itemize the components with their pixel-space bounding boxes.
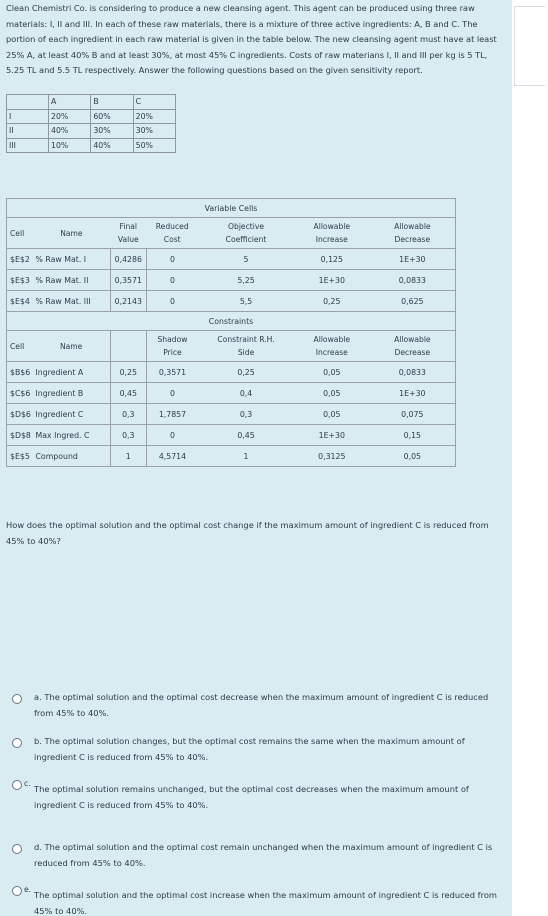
composition-cell: 30% xyxy=(91,124,133,139)
header-final-blank xyxy=(110,331,146,362)
row-cell: $E$5 xyxy=(7,446,33,467)
composition-row xyxy=(7,138,176,153)
row-cell: $B$6 xyxy=(7,362,33,383)
row-increase: 1E+30 xyxy=(294,270,370,291)
constraint-row xyxy=(7,425,456,446)
variable-row xyxy=(7,270,456,291)
header-rhs-line1: Constraint R.H. xyxy=(217,335,275,344)
composition-cell: II xyxy=(7,124,49,139)
header-cell: Cell xyxy=(7,218,33,249)
row-final: 0,3 xyxy=(110,425,146,446)
option-letter: e. xyxy=(24,885,32,894)
option-text: The optimal solution and the optimal cost increase when the maximum amount of ingredient C is reduced from 45% to 40%. xyxy=(34,890,497,916)
header-decrease xyxy=(370,331,456,362)
radio-button[interactable] xyxy=(12,738,22,748)
constraint-row xyxy=(7,362,456,383)
row-decrease: 0,15 xyxy=(370,425,456,446)
variable-cells-title-row xyxy=(7,199,456,218)
option-letter: c. xyxy=(24,779,31,788)
row-rhs: 0,3 xyxy=(198,404,294,425)
header-objective xyxy=(198,218,294,249)
constraints-title-row xyxy=(7,312,456,331)
header-reduced xyxy=(146,218,198,249)
option-a-content xyxy=(34,690,500,721)
row-decrease: 0,05 xyxy=(370,446,456,467)
option-b-content xyxy=(34,734,500,765)
constraint-row xyxy=(7,446,456,467)
composition-cell: 60% xyxy=(91,109,133,124)
adjacent-panel-edge xyxy=(514,6,545,86)
option-letter: b. xyxy=(34,736,42,746)
composition-cell: 40% xyxy=(49,124,91,139)
row-name: % Raw Mat. III xyxy=(32,291,110,312)
row-name: Ingredient B xyxy=(32,383,110,404)
header-cell: Cell xyxy=(7,331,33,362)
row-cell: $E$2 xyxy=(7,249,33,270)
sensitivity-report-table xyxy=(6,198,456,467)
composition-header-cell: B xyxy=(91,95,133,110)
row-final: 0,4286 xyxy=(110,249,146,270)
row-name: % Raw Mat. II xyxy=(32,270,110,291)
header-reduced-line1: Reduced xyxy=(155,222,189,231)
row-increase: 0,125 xyxy=(294,249,370,270)
header-decrease-line1: Allowable xyxy=(394,222,431,231)
radio-button[interactable] xyxy=(12,886,22,896)
variable-cells-title: Variable Cells xyxy=(7,199,456,218)
row-shadow: 0 xyxy=(146,383,198,404)
row-increase: 0,05 xyxy=(294,383,370,404)
row-objective: 5 xyxy=(198,249,294,270)
header-objective-line2: Coefficient xyxy=(225,235,267,244)
composition-row xyxy=(7,124,176,139)
row-shadow: 0 xyxy=(146,425,198,446)
answer-option-e[interactable] xyxy=(12,882,502,916)
option-text: The optimal solution and the optimal cost remain unchanged when the maximum amount of ingredient C is reduced from 45% to 40%. xyxy=(34,842,493,868)
row-rhs: 0,45 xyxy=(198,425,294,446)
row-rhs: 0,4 xyxy=(198,383,294,404)
row-shadow: 1,7857 xyxy=(146,404,198,425)
answer-option-b[interactable] xyxy=(12,734,502,768)
row-final: 0,25 xyxy=(110,362,146,383)
variable-row xyxy=(7,249,456,270)
answer-option-a[interactable] xyxy=(12,690,502,724)
composition-header-row xyxy=(7,95,176,110)
row-increase: 0,25 xyxy=(294,291,370,312)
row-cell: $E$3 xyxy=(7,270,33,291)
composition-table xyxy=(6,94,176,153)
row-final: 0,45 xyxy=(110,383,146,404)
variable-row xyxy=(7,291,456,312)
option-text: The optimal solution and the optimal cost decrease when the maximum amount of ingredient C is reduced from 45% to 40%. xyxy=(34,692,489,718)
header-final-line2: Value xyxy=(117,235,139,244)
header-name: Name xyxy=(32,218,110,249)
row-reduced: 0 xyxy=(146,291,198,312)
composition-row xyxy=(7,109,176,124)
row-increase: 1E+30 xyxy=(294,425,370,446)
question-text: How does the optimal solution and the optimal cost change if the maximum amount of ingredient C is reduced from 45% to 40%? xyxy=(6,520,489,546)
row-decrease: 1E+30 xyxy=(370,249,456,270)
header-decrease-line2: Decrease xyxy=(394,235,431,244)
variable-header-row xyxy=(7,218,456,249)
row-rhs: 0,25 xyxy=(198,362,294,383)
radio-button[interactable] xyxy=(12,844,22,854)
radio-button[interactable] xyxy=(12,780,22,790)
row-increase: 0,3125 xyxy=(294,446,370,467)
header-reduced-line2: Cost xyxy=(163,235,181,244)
row-final: 0,3 xyxy=(110,404,146,425)
composition-header-cell: A xyxy=(49,95,91,110)
composition-cell: I xyxy=(7,109,49,124)
row-decrease: 0,0833 xyxy=(370,270,456,291)
row-final: 0,2143 xyxy=(110,291,146,312)
row-shadow: 4,5714 xyxy=(146,446,198,467)
row-cell: $D$8 xyxy=(7,425,33,446)
header-decrease xyxy=(370,218,456,249)
header-increase-line2: Increase xyxy=(315,348,348,357)
row-reduced: 0 xyxy=(146,270,198,291)
row-decrease: 1E+30 xyxy=(370,383,456,404)
option-letter: d. xyxy=(34,842,42,852)
row-name: Compound xyxy=(32,446,110,467)
row-final: 1 xyxy=(110,446,146,467)
row-decrease: 0,625 xyxy=(370,291,456,312)
row-shadow: 0,3571 xyxy=(146,362,198,383)
composition-cell: 10% xyxy=(49,138,91,153)
header-increase-line1: Allowable xyxy=(313,335,351,344)
composition-cell: 20% xyxy=(133,109,175,124)
row-name: Max Ingred. C xyxy=(32,425,110,446)
header-increase-line2: Increase xyxy=(315,235,348,244)
composition-header-cell: C xyxy=(133,95,175,110)
answer-option-c[interactable] xyxy=(12,776,502,816)
constraint-row xyxy=(7,404,456,425)
composition-cell: 20% xyxy=(49,109,91,124)
constraints-title: Constraints xyxy=(7,312,456,331)
row-objective: 5,5 xyxy=(198,291,294,312)
row-increase: 0,05 xyxy=(294,362,370,383)
row-reduced: 0 xyxy=(146,249,198,270)
row-increase: 0,05 xyxy=(294,404,370,425)
constraint-row xyxy=(7,383,456,404)
answer-option-d[interactable] xyxy=(12,840,502,874)
row-name: % Raw Mat. I xyxy=(32,249,110,270)
option-text: The optimal solution remains unchanged, but the optimal cost decreases when the maximum amount of ingredient C is reduced from 45% to 40%. xyxy=(34,784,469,810)
header-objective-line1: Objective xyxy=(228,222,265,231)
header-final-line1: Final xyxy=(119,222,138,231)
header-increase xyxy=(294,218,370,249)
option-d-content xyxy=(34,840,500,871)
header-decrease-line1: Allowable xyxy=(394,335,431,344)
header-increase xyxy=(294,331,370,362)
question-intro: Clean Chemistri Co. is considering to produce a new cleansing agent. This agent can be produced using three raw materials: I, II and III. In each of these raw materials, there is a mixture of three active ingredients: A, B and C. The portion of each ingredient in each raw material is given in the table below. The new cleansing agent must have at least 25% A, at least 40% B and at least 30%, at most 45% C ingredients. Costs of raw materians I, II and III per kg is 5 TL, 5.25 TL and 5.5 TL respectively. Answer the following questions based on the given sensitivity report. xyxy=(6,3,497,76)
row-final: 0,3571 xyxy=(110,270,146,291)
option-letter: a. xyxy=(34,692,42,702)
composition-cell: III xyxy=(7,138,49,153)
row-rhs: 1 xyxy=(198,446,294,467)
header-name: Name xyxy=(32,331,110,362)
header-rhs xyxy=(198,331,294,362)
header-shadow-line1: Shadow xyxy=(157,335,188,344)
composition-header-cell xyxy=(7,95,49,110)
row-decrease: 0,075 xyxy=(370,404,456,425)
header-rhs-line2: Side xyxy=(237,348,255,357)
row-name: Ingredient A xyxy=(32,362,110,383)
row-decrease: 0,0833 xyxy=(370,362,456,383)
header-shadow xyxy=(146,331,198,362)
header-increase-line1: Allowable xyxy=(313,222,351,231)
radio-button[interactable] xyxy=(12,694,22,704)
row-cell: $E$4 xyxy=(7,291,33,312)
option-text: The optimal solution changes, but the optimal cost remains the same when the maximum amount of ingredient C is reduced from 45% to 40%. xyxy=(34,736,465,762)
row-name: Ingredient C xyxy=(32,404,110,425)
row-cell: $D$6 xyxy=(7,404,33,425)
header-decrease-line2: Decrease xyxy=(394,348,431,357)
composition-cell: 30% xyxy=(133,124,175,139)
composition-cell: 50% xyxy=(133,138,175,153)
composition-cell: 40% xyxy=(91,138,133,153)
header-shadow-line2: Price xyxy=(163,348,182,357)
row-objective: 5,25 xyxy=(198,270,294,291)
header-final xyxy=(110,218,146,249)
row-cell: $C$6 xyxy=(7,383,33,404)
constraint-header-row xyxy=(7,331,456,362)
